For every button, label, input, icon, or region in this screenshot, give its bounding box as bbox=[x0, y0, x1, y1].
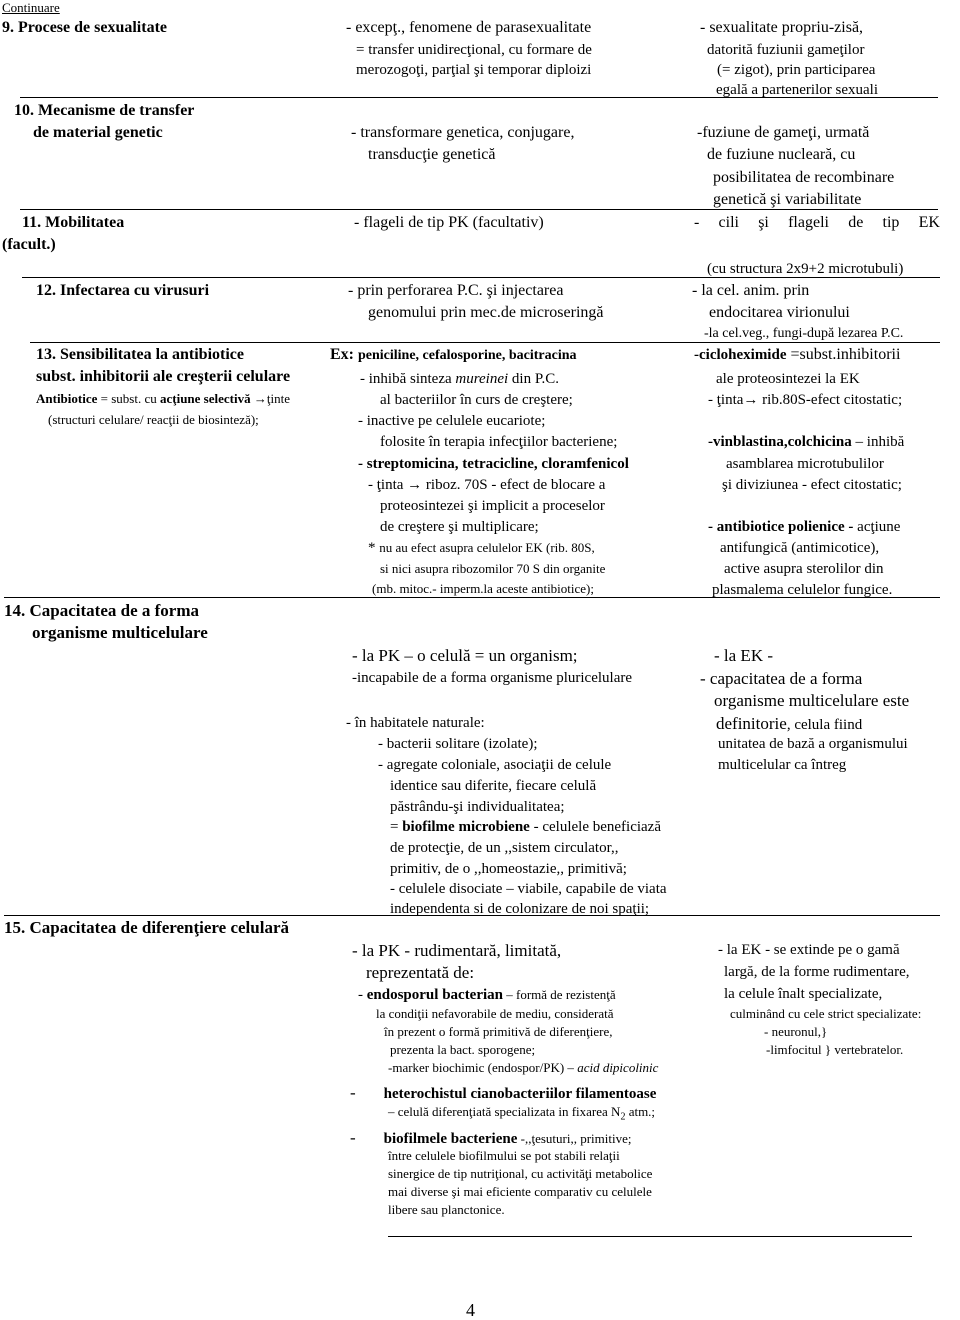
section-15-title: 15. Capacitatea de diferenţiere celulară bbox=[4, 918, 289, 937]
s14-ek-line: multicelular ca întreg bbox=[718, 757, 847, 773]
s14-pk-line: identice sau diferite, fiecare celulă bbox=[390, 778, 597, 794]
page-number: 4 bbox=[466, 1300, 475, 1320]
s13-ek-line: şi diviziunea - efect citostatic; bbox=[722, 477, 902, 493]
s10-ek-line: -fuziune de gameţi, urmată bbox=[697, 124, 870, 141]
s9-pk-line: - excepţ., fenomene de parasexualitate bbox=[346, 19, 592, 36]
s13-pk-line: de creştere şi multiplicare; bbox=[380, 519, 539, 535]
section-11-title: (facult.) bbox=[2, 236, 56, 253]
s15-ek-line: - neuronul,} bbox=[764, 1024, 828, 1039]
s15-pk-line: - la PK - rudimentară, limitată, bbox=[352, 941, 562, 960]
s12-pk-line: genomului prin mec.de microseringă bbox=[368, 304, 604, 321]
s13-note: Antibiotice = subst. cu acţiune selectivă →ţinte bbox=[36, 391, 290, 406]
s13-ek-line: asamblarea microtubulilor bbox=[726, 456, 884, 472]
s13-example: Ex: peniciline, cefalosporine, bacitracina bbox=[330, 346, 577, 363]
s14-pk-line: de protecţie, de un ,,sistem circulator,, bbox=[390, 840, 619, 856]
s10-ek-line: posibilitatea de recombinare bbox=[713, 169, 895, 186]
s15-pk-line: – celulă diferenţiată specializata in fixarea $N_2$ atm.; bbox=[388, 1104, 656, 1123]
s14-ek-line: - la EK - bbox=[714, 646, 774, 665]
s13-ek-line: -vinblastina,colchicina – inhibă bbox=[708, 434, 905, 450]
s10-pk-line: - transformare genetica, conjugare, bbox=[351, 124, 575, 141]
s11-pk-line: - flageli de tip PK (facultativ) bbox=[354, 214, 544, 231]
s14-ek-line: unitatea de bază a organismului bbox=[718, 736, 908, 752]
s15-pk-line: - endosporul bacterian – formă de rezistenţă bbox=[358, 987, 616, 1003]
s14-pk-line: independenta si de colonizare de noi spaţii; bbox=[390, 901, 650, 917]
s9-pk-line: merozogoţi, parţial şi temporar diploizi bbox=[356, 62, 592, 78]
s14-ek-line: - capacitatea de a forma bbox=[700, 669, 863, 688]
s13-pk-line: si nici asupra ribozomilor 70 S din organite bbox=[380, 561, 606, 576]
s13-ek-line: ale proteosintezei la EK bbox=[716, 371, 860, 387]
s15-pk-line: la condiţii nefavorabile de mediu, considerată bbox=[376, 1006, 614, 1021]
s13-pk-line: al bacteriilor în curs de creştere; bbox=[380, 392, 573, 408]
s11-ek-line: - cili şi flageli de tip EK bbox=[694, 214, 940, 231]
s13-ek-line: - ţinta→ rib.80S-efect citostatic; bbox=[708, 392, 903, 408]
s14-pk-line: - agregate coloniale, asociaţii de celule bbox=[378, 757, 612, 773]
s14-pk-line: - celulele disociate – viabile, capabile de viata bbox=[390, 881, 667, 897]
section-13-title: 13. Sensibilitatea la antibiotice bbox=[36, 346, 244, 363]
s13-pk-line: * nu au efect asupra celulelor EK (rib. 80S, bbox=[368, 540, 595, 556]
s12-ek-line: endocitarea virionului bbox=[709, 304, 850, 321]
s15-pk-line: în prezent o formă primitivă de diferenţiere, bbox=[384, 1024, 613, 1039]
s10-ek-line: genetică şi variabilitate bbox=[713, 191, 862, 208]
s9-ek-line: - sexualitate propriu-zisă, bbox=[700, 19, 864, 36]
s15-pk-line: -marker biochimic (endospor/PK) – acid dipicolinic bbox=[388, 1060, 659, 1075]
divider bbox=[4, 915, 940, 916]
s11-ek-note: (cu structura 2x9+2 microtubuli) bbox=[707, 261, 904, 277]
s15-pk-line: - biofilmele bacteriene -,,ţesuturi,, primitive; bbox=[350, 1128, 632, 1147]
s13-ek-line: active asupra sterolilor din bbox=[724, 561, 884, 577]
s14-pk-line: primitiv, de o ,,homeostazie,, primitivă; bbox=[390, 861, 627, 877]
s12-pk-line: - prin perforarea P.C. şi injectarea bbox=[348, 282, 564, 299]
s9-pk-line: = transfer unidirecţional, cu formare de bbox=[356, 42, 592, 58]
s13-pk-line: (mb. mitoc.- imperm.la aceste antibiotice); bbox=[372, 581, 595, 596]
s13-pk-line: - ţinta → riboz. 70S - efect de blocare a bbox=[368, 477, 606, 493]
divider bbox=[4, 597, 940, 598]
divider bbox=[388, 1236, 912, 1237]
s14-pk-line: = biofilme microbiene - celulele beneficiază bbox=[390, 819, 661, 835]
section-10-title: de material genetic bbox=[33, 124, 163, 141]
s13-note: (structuri celulare/ reacţii de biosinteză); bbox=[48, 412, 259, 427]
s13-ek-line: antifungică (antimicotice), bbox=[720, 540, 880, 556]
s14-pk-line: - bacterii solitare (izolate); bbox=[378, 736, 538, 752]
s13-ek-line: -cicloheximide =subst.inhibitorii bbox=[694, 346, 901, 363]
s12-ek-line: -la cel.veg., fungi-după lezarea P.C. bbox=[704, 326, 904, 341]
section-9-title: 9. Procese de sexualitate bbox=[2, 19, 167, 36]
s15-pk-line: libere sau planctonice. bbox=[388, 1202, 505, 1217]
s15-pk-line: prezenta la bact. sporogene; bbox=[390, 1042, 536, 1057]
s10-ek-line: de fuziune nucleară, cu bbox=[707, 146, 856, 163]
section-10-title: 10. Mecanisme de transfer bbox=[14, 102, 195, 119]
s12-ek-line: - la cel. anim. prin bbox=[692, 282, 810, 299]
divider bbox=[20, 97, 938, 98]
s15-pk-line: între celulele biofilmului se pot stabili relaţii bbox=[388, 1148, 620, 1163]
section-11-title: 11. Mobilitatea bbox=[22, 214, 125, 231]
s14-pk-line: - în habitatele naturale: bbox=[346, 715, 485, 731]
s14-pk-line: -incapabile de a forma organisme pluricelulare bbox=[352, 670, 633, 686]
divider bbox=[30, 342, 940, 343]
s13-pk-line: - inhibă sinteza mureinei din P.C. bbox=[360, 371, 560, 387]
s15-ek-line: -limfocitul } vertebratelor. bbox=[766, 1042, 904, 1057]
s9-ek-line: (= zigot), prin participarea bbox=[717, 62, 876, 78]
section-14-title: organisme multicelulare bbox=[32, 623, 208, 642]
section-13-subtitle: subst. inhibitorii ale creşterii celulare bbox=[36, 368, 291, 385]
s15-pk-line: reprezentată de: bbox=[366, 963, 475, 982]
s13-ek-line: - antibiotice polienice - acţiune bbox=[708, 519, 901, 535]
divider bbox=[22, 277, 940, 278]
s14-pk-line: păstrându-şi individualitatea; bbox=[390, 799, 565, 815]
s15-ek-line: largă, de la forme rudimentare, bbox=[724, 964, 910, 980]
section-14-title: 14. Capacitatea de a forma bbox=[4, 601, 199, 620]
s14-ek-line: organisme multicelulare este bbox=[714, 691, 910, 710]
s15-ek-line: - la EK - se extinde pe o gamă bbox=[718, 942, 900, 958]
s13-ek-line: plasmalema celulelor fungice. bbox=[712, 582, 893, 598]
section-12-title: 12. Infectarea cu virusuri bbox=[36, 282, 210, 299]
s14-pk-line: - la PK – o celulă = un organism; bbox=[352, 646, 578, 665]
s13-pk-line: - inactive pe celulele eucariote; bbox=[358, 413, 546, 429]
s15-pk-line: sinergice de tip nutriţional, cu activităţi metabolice bbox=[388, 1166, 653, 1181]
s15-pk-line: - heterochistul cianobacteriilor filamentoase bbox=[350, 1083, 657, 1102]
s13-pk-line: - streptomicina, tetracicline, cloramfenicol bbox=[358, 456, 629, 472]
continuare-link[interactable]: Continuare bbox=[2, 0, 60, 15]
s15-pk-line: mai diverse şi mai eficiente comparativ cu celulele bbox=[388, 1184, 652, 1199]
divider bbox=[20, 209, 938, 210]
s13-pk-line: proteosintezei şi implicit a proceselor bbox=[380, 498, 605, 514]
s9-ek-line: datorită fuziunii gameţilor bbox=[707, 42, 865, 58]
s15-ek-line: culminând cu cele strict specializate: bbox=[730, 1006, 922, 1021]
s13-pk-line: folosite în terapia infecţiilor bacteriene; bbox=[380, 434, 618, 450]
s9-ek-line: egală a partenerilor sexuali bbox=[716, 82, 878, 98]
s15-ek-line: la celule înalt specializate, bbox=[724, 986, 883, 1002]
s14-ek-line: definitorie, celula fiind bbox=[716, 714, 863, 733]
s10-pk-line: transducţie genetică bbox=[368, 146, 496, 163]
